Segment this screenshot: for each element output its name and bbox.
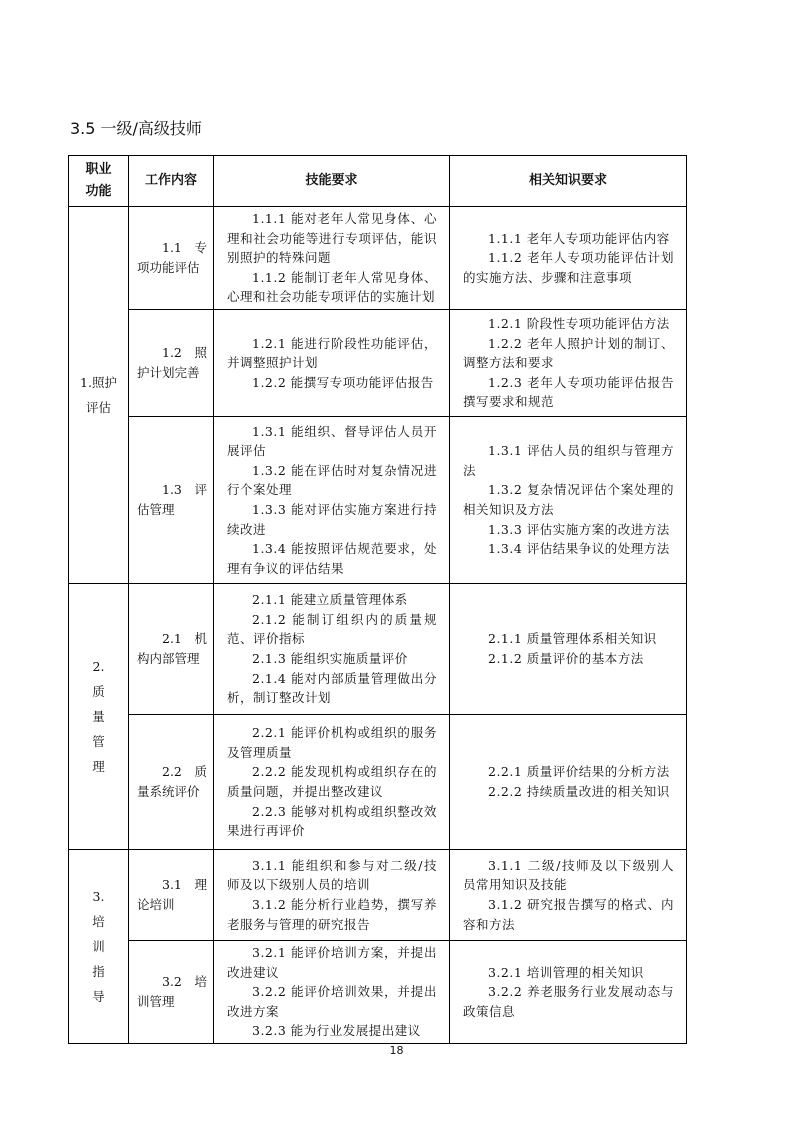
knowledge-item: 1.1.2 老年人专项功能评估计划的实施方法、步骤和注意事项 bbox=[463, 250, 674, 285]
skill-requirements-cell bbox=[214, 207, 450, 310]
skill-item: 1.1.2 能制订老年人常见身体、心理和社会功能专项评估的实施计划 bbox=[227, 269, 437, 305]
skill-item: 2.1.1 能建立质量管理体系 bbox=[252, 592, 408, 608]
table-row bbox=[69, 416, 687, 583]
knowledge-item: 1.1.1 老年人专项功能评估内容 bbox=[488, 230, 670, 246]
knowledge-item: 2.2.1 质量评价结果的分析方法 bbox=[488, 764, 670, 780]
header-function-label: 职业功能 bbox=[85, 162, 112, 199]
section-title: 3.5 一级/高级技师 bbox=[70, 119, 202, 138]
skill-item: 2.2.1 能评价机构或组织的服务及管理质量 bbox=[227, 725, 437, 760]
skill-item: 2.2.3 能够对机构或组织整改效果进行再评价 bbox=[227, 803, 437, 839]
knowledge-item: 3.2.1 培训管理的相关知识 bbox=[488, 964, 644, 980]
header-work-content: 工作内容 bbox=[129, 156, 214, 207]
knowledge-item: 2.1.2 质量评价的基本方法 bbox=[488, 650, 644, 666]
table-row bbox=[69, 207, 687, 310]
knowledge-item: 1.2.1 阶段性专项功能评估方法 bbox=[488, 315, 670, 331]
skill-requirements-cell bbox=[214, 309, 450, 416]
header-knowledge-requirements: 相关知识要求 bbox=[450, 156, 687, 207]
knowledge-requirements-cell bbox=[450, 309, 687, 416]
skill-item: 3.2.3 能为行业发展提出建议 bbox=[252, 1023, 421, 1039]
work-content-cell: 2.2 质量系统评价 bbox=[129, 714, 214, 849]
knowledge-item: 3.1.1 二级/技师及以下级别人员常用知识及技能 bbox=[463, 857, 674, 893]
skill-item: 1.2.2 能撰写专项功能评估报告 bbox=[252, 374, 434, 390]
work-content-cell: 1.2 照护计划完善 bbox=[129, 309, 214, 416]
skill-item: 2.1.3 能组织实施质量评价 bbox=[252, 650, 408, 666]
table-row bbox=[69, 309, 687, 416]
work-content-cell: 3.2 培训管理 bbox=[129, 940, 214, 1043]
job-function-label: 1.照护评估 bbox=[80, 374, 117, 415]
skill-item: 2.2.2 能发现机构或组织存在的质量问题，并提出整改建议 bbox=[227, 764, 437, 799]
knowledge-requirements-cell bbox=[450, 583, 687, 714]
skill-item: 2.1.2 能制订组织内的质量规范、评价指标 bbox=[227, 611, 437, 647]
skill-item: 1.3.1 能组织、督导评估人员开展评估 bbox=[227, 423, 437, 459]
skill-item: 3.2.2 能评价培训效果，并提出改进方案 bbox=[227, 984, 437, 1019]
work-content-cell: 2.1 机构内部管理 bbox=[129, 583, 214, 714]
knowledge-item: 1.2.2 老年人照护计划的制订、调整方法和要求 bbox=[463, 335, 674, 371]
table-row bbox=[69, 714, 687, 849]
work-content-cell: 1.3 评估管理 bbox=[129, 416, 214, 583]
knowledge-requirements-cell bbox=[450, 207, 687, 310]
table-row bbox=[69, 940, 687, 1043]
table-row bbox=[69, 849, 687, 940]
job-function-cell bbox=[69, 583, 129, 849]
skill-item: 1.2.1 能进行阶段性功能评估，并调整照护计划 bbox=[227, 335, 437, 371]
skill-item: 1.3.4 能按照评估规范要求，处理有争议的评估结果 bbox=[227, 541, 437, 576]
table-header-row bbox=[69, 156, 687, 207]
work-content-cell: 1.1 专项功能评估 bbox=[129, 207, 214, 310]
skill-item: 1.3.3 能对评估实施方案进行持续改进 bbox=[227, 501, 437, 537]
job-function-cell bbox=[69, 207, 129, 584]
knowledge-item: 1.3.1 评估人员的组织与管理方法 bbox=[463, 443, 674, 478]
work-content-cell: 3.1 理论培训 bbox=[129, 849, 214, 940]
knowledge-item: 2.2.2 持续质量改进的相关知识 bbox=[488, 783, 670, 799]
job-function-label: 2.质量管理 bbox=[92, 658, 105, 774]
skill-requirements-cell bbox=[214, 849, 450, 940]
skill-requirements-cell bbox=[214, 940, 450, 1043]
knowledge-requirements-cell bbox=[450, 416, 687, 583]
skill-item: 1.1.1 能对老年人常见身体、心理和社会功能等进行专项评估，能识别照护的特殊问题 bbox=[227, 211, 437, 266]
knowledge-item: 1.3.2 复杂情况评估个案处理的相关知识及方法 bbox=[463, 482, 674, 517]
skill-requirements-cell bbox=[214, 714, 450, 849]
knowledge-requirements-cell bbox=[450, 849, 687, 940]
skills-table bbox=[68, 155, 687, 1044]
skill-item: 3.1.2 能分析行业趋势，撰写养老服务与管理的研究报告 bbox=[227, 896, 437, 932]
header-function bbox=[69, 156, 129, 207]
knowledge-item: 1.2.3 老年人专项功能评估报告撰写要求和规范 bbox=[463, 374, 674, 410]
skill-requirements-cell bbox=[214, 583, 450, 714]
knowledge-item: 2.1.1 质量管理体系相关知识 bbox=[488, 631, 657, 647]
job-function-label: 3.培训指导 bbox=[92, 888, 105, 1004]
knowledge-item: 3.2.2 养老服务行业发展动态与政策信息 bbox=[463, 984, 674, 1019]
skill-item: 2.1.4 能对内部质量管理做出分析，制订整改计划 bbox=[227, 670, 437, 706]
skill-item: 3.2.1 能评价培训方案，并提出改进建议 bbox=[227, 944, 437, 980]
knowledge-item: 1.3.3 评估实施方案的改进方法 bbox=[488, 521, 670, 537]
skill-item: 1.3.2 能在评估时对复杂情况进行个案处理 bbox=[227, 462, 437, 498]
skill-item: 3.1.1 能组织和参与对二级/技师及以下级别人员的培训 bbox=[227, 857, 437, 893]
knowledge-item: 1.3.4 评估结果争议的处理方法 bbox=[488, 541, 670, 557]
header-skill-requirements: 技能要求 bbox=[214, 156, 450, 207]
knowledge-requirements-cell bbox=[450, 940, 687, 1043]
knowledge-item: 3.1.2 研究报告撰写的格式、内容和方法 bbox=[463, 896, 674, 932]
page-number: 18 bbox=[389, 1044, 404, 1057]
job-function-cell bbox=[69, 849, 129, 1043]
table-row bbox=[69, 583, 687, 714]
skill-requirements-cell bbox=[214, 416, 450, 583]
knowledge-requirements-cell bbox=[450, 714, 687, 849]
